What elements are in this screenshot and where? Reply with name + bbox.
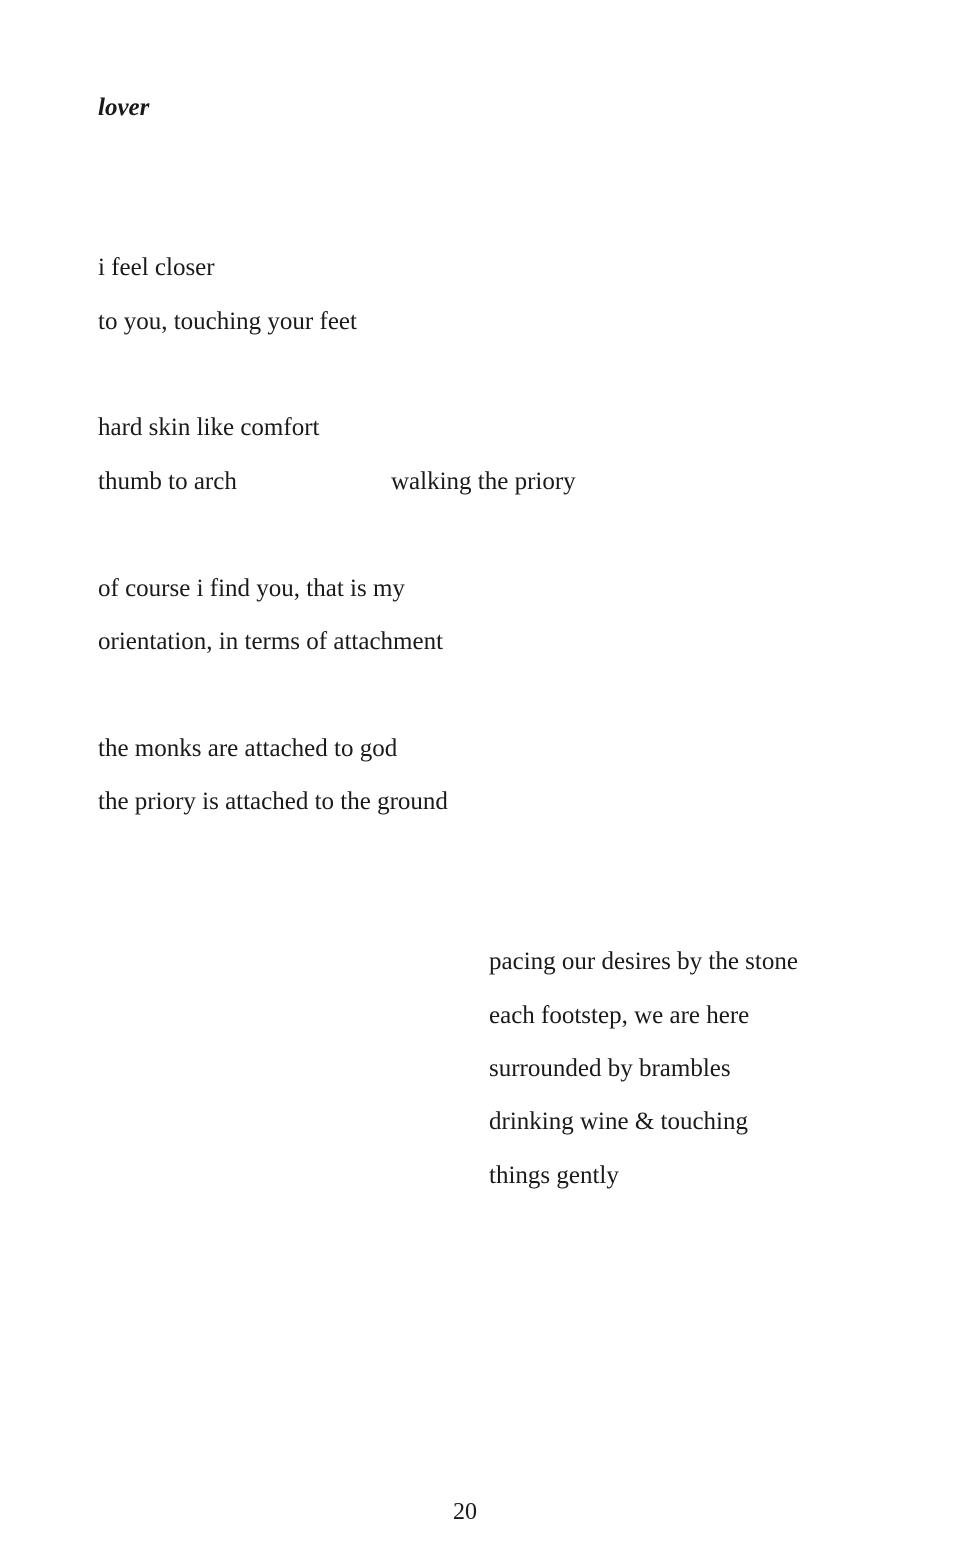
poem-line: each footstep, we are here (489, 1002, 750, 1029)
poem-line: hard skin like comfort (98, 414, 320, 441)
poem-line: of course i find you, that is my (98, 575, 405, 602)
poem-line: i feel closer (98, 254, 215, 281)
poem-title: lover (98, 94, 150, 121)
poem-line: to you, touching your feet (98, 308, 357, 335)
poem-line: orientation, in terms of attachment (98, 628, 444, 655)
poem-line: things gently (489, 1162, 619, 1189)
poem-line: pacing our desires by the stone (489, 948, 798, 975)
poem-line: surrounded by brambles (489, 1055, 731, 1082)
page-number: 20 (453, 1499, 477, 1525)
poem-line: the monks are attached to god (98, 735, 398, 762)
poem-line: the priory is attached to the ground (98, 788, 448, 815)
poem-line: drinking wine & touching (489, 1108, 748, 1135)
poem-line: thumb to arch (98, 468, 237, 495)
poem-line: walking the priory (391, 468, 576, 495)
